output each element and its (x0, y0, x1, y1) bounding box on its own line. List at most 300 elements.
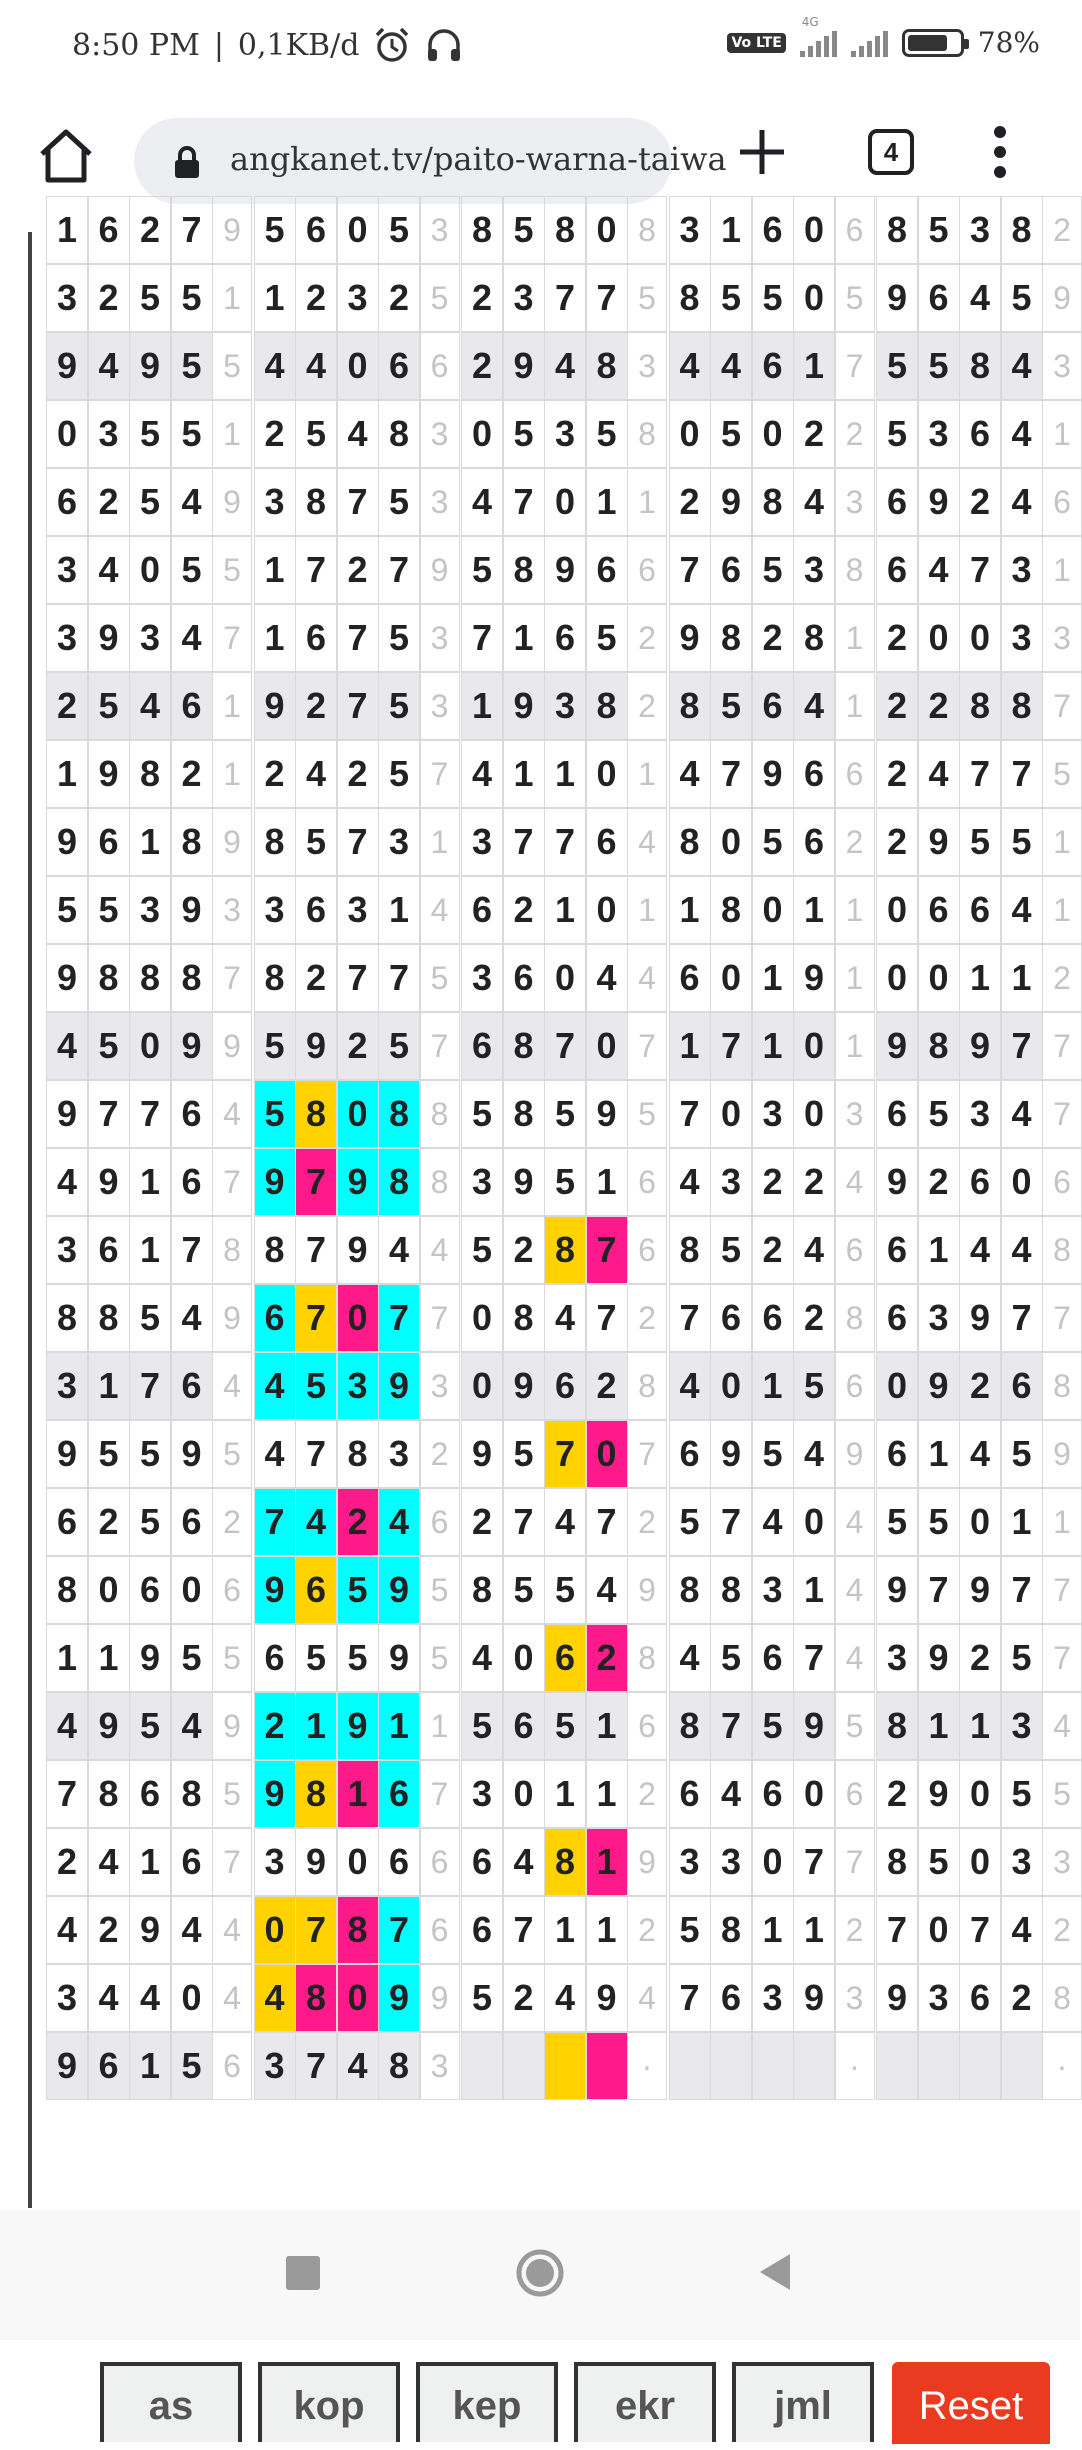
table-cell: 6 (876, 1420, 918, 1488)
table-cell: 3 (752, 1964, 794, 2032)
table-cell: 2 (669, 468, 711, 536)
table-cell: 6 (461, 1012, 503, 1080)
table-separator-cell: 5 (627, 264, 667, 332)
table-cell: 4 (918, 536, 960, 604)
table-cell (710, 2032, 752, 2100)
table-cell: 7 (503, 808, 545, 876)
table-cell: 5 (710, 1216, 752, 1284)
table-cell: 6 (171, 1488, 213, 1556)
table-cell: 2 (88, 264, 130, 332)
table-cell: 8 (295, 1964, 337, 2032)
table-cell: 8 (710, 604, 752, 672)
table-cell: 2 (461, 332, 503, 400)
table-cell: 9 (88, 1148, 130, 1216)
table-cell: 3 (129, 876, 171, 944)
table-cell (461, 2032, 503, 2100)
jml-button[interactable]: jml (732, 2362, 874, 2442)
table-cell: 0 (544, 944, 586, 1012)
table-cell: 4 (378, 1488, 420, 1556)
new-tab-icon[interactable] (734, 124, 790, 180)
table-cell: 9 (710, 468, 752, 536)
table-cell: 5 (1001, 1760, 1043, 1828)
table-cell: 7 (378, 1896, 420, 1964)
table-cell: 1 (918, 1692, 960, 1760)
table-cell: 7 (295, 1148, 337, 1216)
table-cell: 9 (378, 1352, 420, 1420)
table-cell: 3 (254, 2032, 296, 2100)
table-cell: 8 (669, 264, 711, 332)
table-cell: 1 (586, 1148, 628, 1216)
table-cell: 7 (295, 1216, 337, 1284)
table-cell: 0 (461, 400, 503, 468)
ekr-button[interactable]: ekr (574, 2362, 716, 2442)
table-cell: 7 (876, 1896, 918, 1964)
table-cell: 5 (378, 468, 420, 536)
table-cell: 6 (378, 1828, 420, 1896)
table-separator-cell: 5 (420, 264, 460, 332)
table-cell: 3 (1001, 1692, 1043, 1760)
table-cell (959, 2032, 1001, 2100)
table-cell: 9 (918, 468, 960, 536)
table-separator-cell: 6 (420, 332, 460, 400)
table-cell: 0 (959, 604, 1001, 672)
table-separator-cell: 8 (420, 1080, 460, 1148)
table-cell: 5 (88, 672, 130, 740)
table-separator-cell: 1 (835, 944, 875, 1012)
table-separator-cell: 3 (420, 2032, 460, 2100)
filter-button-bar (0, 2362, 1080, 2444)
table-cell: 6 (46, 468, 88, 536)
table-separator-cell: 3 (420, 1352, 460, 1420)
status-separator: | (213, 27, 224, 63)
table-cell: 2 (876, 1760, 918, 1828)
table-cell: 4 (752, 1488, 794, 1556)
table-cell: 3 (337, 264, 379, 332)
address-bar[interactable] (134, 118, 727, 204)
table-cell: 2 (337, 1488, 379, 1556)
table-cell: 0 (793, 196, 835, 264)
table-cell: 6 (959, 400, 1001, 468)
table-separator-cell: 8 (627, 1624, 667, 1692)
reset-button[interactable]: Reset (892, 2362, 1050, 2444)
table-cell: 2 (88, 468, 130, 536)
recents-icon[interactable] (286, 2256, 320, 2290)
table-separator-cell: 8 (1042, 1352, 1082, 1420)
as-button[interactable]: as (100, 2362, 242, 2442)
table-separator-cell: 7 (212, 944, 252, 1012)
table-cell: 6 (586, 808, 628, 876)
table-separator-cell: · (1042, 2032, 1082, 2100)
table-separator-cell: 7 (1042, 1284, 1082, 1352)
table-cell: 2 (461, 264, 503, 332)
table-cell: 1 (46, 196, 88, 264)
table-left-border (28, 232, 32, 2208)
table-cell: 1 (793, 1556, 835, 1624)
kep-button[interactable]: kep (416, 2362, 558, 2442)
back-icon[interactable] (756, 2252, 792, 2292)
table-cell: 8 (1001, 672, 1043, 740)
table-cell: 4 (669, 1148, 711, 1216)
battery-percent: 78% (977, 26, 1040, 59)
table-separator-cell: 3 (835, 1964, 875, 2032)
table-cell: 7 (1001, 1284, 1043, 1352)
table-cell: 4 (88, 1828, 130, 1896)
table-separator-cell: 4 (212, 1964, 252, 2032)
url-text[interactable]: angkanet.tv/paito-warna-taiwa (230, 140, 727, 178)
table-cell: 4 (793, 1216, 835, 1284)
table-cell: 5 (171, 2032, 213, 2100)
table-cell: 4 (669, 1352, 711, 1420)
table-cell: 7 (959, 740, 1001, 808)
table-cell: 6 (295, 604, 337, 672)
table-cell: 0 (793, 1080, 835, 1148)
table-cell: 4 (461, 1624, 503, 1692)
table-cell: 8 (503, 536, 545, 604)
table-cell: 5 (378, 672, 420, 740)
table-separator-cell: 7 (835, 332, 875, 400)
battery-level (908, 35, 947, 51)
table-cell: 7 (586, 1488, 628, 1556)
status-left (72, 26, 463, 64)
table-cell: 6 (793, 808, 835, 876)
table-cell: 8 (378, 400, 420, 468)
table-cell: 7 (295, 2032, 337, 2100)
table-separator-cell: 3 (212, 876, 252, 944)
table-cell: 7 (1001, 1012, 1043, 1080)
table-cell: 2 (254, 1692, 296, 1760)
table-separator-cell: 8 (420, 1148, 460, 1216)
table-separator-cell: 8 (1042, 1964, 1082, 2032)
table-cell: 8 (254, 808, 296, 876)
table-cell: 6 (461, 1896, 503, 1964)
table-cell: 9 (461, 1420, 503, 1488)
table-cell: 5 (544, 1148, 586, 1216)
table-cell: 8 (503, 1012, 545, 1080)
table-cell (752, 2032, 794, 2100)
table-cell: 8 (337, 1896, 379, 1964)
table-cell: 4 (1001, 1896, 1043, 1964)
table-cell: 1 (793, 876, 835, 944)
lock-icon[interactable] (172, 146, 202, 178)
table-separator-cell: 6 (835, 1216, 875, 1284)
table-cell: 6 (918, 264, 960, 332)
kop-button[interactable]: kop (258, 2362, 400, 2442)
table-separator-cell: 2 (835, 808, 875, 876)
table-separator-cell: 7 (1042, 1080, 1082, 1148)
table-cell: 3 (918, 1964, 960, 2032)
table-cell: 8 (669, 1692, 711, 1760)
table-separator-cell: 4 (835, 1488, 875, 1556)
table-cell: 3 (337, 876, 379, 944)
table-cell: 1 (337, 1760, 379, 1828)
table-cell: 8 (544, 1216, 586, 1284)
table-cell: 1 (918, 1216, 960, 1284)
table-cell: 2 (337, 1012, 379, 1080)
table-cell: 0 (959, 1488, 1001, 1556)
status-net-speed: 0,1KB/d (237, 27, 360, 63)
table-separator-cell: 2 (627, 672, 667, 740)
table-cell: 8 (876, 1692, 918, 1760)
table-cell: 8 (46, 1556, 88, 1624)
table-cell: 9 (586, 1080, 628, 1148)
table-cell: 6 (88, 808, 130, 876)
alarm-icon (373, 26, 411, 64)
table-cell: 9 (171, 1420, 213, 1488)
table-cell: 7 (46, 1760, 88, 1828)
table-separator-cell: 2 (627, 1284, 667, 1352)
table-cell: 1 (254, 536, 296, 604)
table-cell: 0 (503, 1624, 545, 1692)
table-cell: 6 (1001, 1352, 1043, 1420)
table-separator-cell: 9 (1042, 264, 1082, 332)
table-separator-cell: · (835, 2032, 875, 2100)
table-separator-cell: 9 (212, 1284, 252, 1352)
table-cell: 0 (918, 944, 960, 1012)
table-cell: 8 (295, 468, 337, 536)
table-separator-cell: 1 (1042, 400, 1082, 468)
table-cell: 8 (876, 196, 918, 264)
table-cell: 3 (337, 1352, 379, 1420)
table-cell: 5 (876, 332, 918, 400)
table-cell: 3 (669, 196, 711, 264)
table-separator-cell: 2 (420, 1420, 460, 1488)
table-separator-cell: 8 (627, 400, 667, 468)
table-cell: 4 (254, 1352, 296, 1420)
table-cell: 4 (1001, 400, 1043, 468)
table-cell: 7 (378, 536, 420, 604)
table-cell: 0 (461, 1284, 503, 1352)
table-cell: 7 (710, 1692, 752, 1760)
table-cell: 6 (918, 876, 960, 944)
table-cell: 0 (171, 1964, 213, 2032)
table-cell: 7 (337, 604, 379, 672)
table-separator-cell: 9 (1042, 1420, 1082, 1488)
table-cell: 8 (88, 1284, 130, 1352)
table-cell: 0 (876, 1352, 918, 1420)
table-cell: 9 (586, 1964, 628, 2032)
table-cell: 5 (669, 1488, 711, 1556)
table-cell: 5 (1001, 1420, 1043, 1488)
table-separator-cell: 1 (835, 1012, 875, 1080)
table-cell: 0 (586, 876, 628, 944)
table-cell: 6 (752, 1760, 794, 1828)
table-cell: 5 (295, 1624, 337, 1692)
table-cell: 4 (544, 1488, 586, 1556)
table-separator-cell: 5 (420, 1556, 460, 1624)
table-cell: 4 (461, 468, 503, 536)
table-cell: 8 (876, 1828, 918, 1896)
table-cell: 0 (88, 1556, 130, 1624)
table-cell: 5 (752, 1692, 794, 1760)
table-cell: 7 (793, 1624, 835, 1692)
table-cell: 1 (544, 1896, 586, 1964)
table-cell: 4 (295, 1488, 337, 1556)
table-separator-cell: 4 (835, 1148, 875, 1216)
table-cell: 3 (46, 604, 88, 672)
table-separator-cell: 5 (1042, 740, 1082, 808)
table-cell: 9 (918, 1352, 960, 1420)
table-cell: 9 (337, 1148, 379, 1216)
table-cell: 4 (171, 1896, 213, 1964)
table-cell: 5 (918, 1828, 960, 1896)
table-cell: 2 (959, 468, 1001, 536)
table-separator-cell: 9 (627, 1556, 667, 1624)
table-cell: 5 (544, 1080, 586, 1148)
table-cell: 8 (129, 944, 171, 1012)
table-cell: 7 (959, 1896, 1001, 1964)
table-cell: 7 (461, 604, 503, 672)
table-separator-cell: 1 (627, 740, 667, 808)
table-cell: 3 (46, 264, 88, 332)
table-cell: 4 (710, 1760, 752, 1828)
battery-icon (902, 29, 964, 57)
table-cell: 5 (129, 1692, 171, 1760)
table-cell: 4 (918, 740, 960, 808)
table-cell: 8 (461, 196, 503, 264)
table-cell: 6 (959, 1964, 1001, 2032)
table-cell: 7 (337, 944, 379, 1012)
table-cell: 6 (752, 1284, 794, 1352)
table-separator-cell: 6 (627, 1216, 667, 1284)
table-cell: 3 (461, 1760, 503, 1828)
table-cell: 7 (669, 536, 711, 604)
tab-switcher-button[interactable]: 4 (868, 129, 914, 175)
table-separator-cell: 7 (1042, 1012, 1082, 1080)
table-cell: 8 (461, 1556, 503, 1624)
table-cell: 8 (171, 1760, 213, 1828)
table-cell: 4 (793, 1420, 835, 1488)
table-separator-cell: 1 (420, 808, 460, 876)
table-separator-cell: 7 (212, 1148, 252, 1216)
table-separator-cell: 9 (212, 808, 252, 876)
table-cell: 6 (544, 1624, 586, 1692)
home-nav-icon[interactable] (515, 2248, 565, 2298)
table-cell: 6 (876, 536, 918, 604)
table-cell: 0 (752, 400, 794, 468)
table-cell: 9 (254, 1760, 296, 1828)
table-cell: 6 (544, 1352, 586, 1420)
table-separator-cell: 4 (420, 876, 460, 944)
table-cell: 9 (46, 808, 88, 876)
table-cell: 4 (544, 1964, 586, 2032)
table-cell: 7 (337, 672, 379, 740)
table-separator-cell: 3 (420, 468, 460, 536)
table-separator-cell: 3 (627, 332, 667, 400)
table-cell: 0 (586, 1420, 628, 1488)
table-cell: 3 (544, 400, 586, 468)
table-cell: 3 (46, 1964, 88, 2032)
table-cell: 5 (586, 400, 628, 468)
table-cell: 5 (378, 1012, 420, 1080)
table-separator-cell: 4 (420, 1216, 460, 1284)
table-cell: 7 (295, 1896, 337, 1964)
table-cell: 2 (46, 672, 88, 740)
table-cell: 4 (171, 468, 213, 536)
table-cell: 5 (461, 1964, 503, 2032)
table-separator-cell: 3 (420, 604, 460, 672)
table-separator-cell: 9 (212, 1012, 252, 1080)
table-cell: 8 (378, 2032, 420, 2100)
table-cell: 5 (171, 536, 213, 604)
table-cell: 1 (669, 1012, 711, 1080)
table-cell: 5 (752, 264, 794, 332)
table-cell: 6 (461, 876, 503, 944)
table-cell: 5 (129, 400, 171, 468)
table-cell: 6 (752, 672, 794, 740)
table-cell: 5 (171, 264, 213, 332)
table-separator-cell: 3 (835, 468, 875, 536)
table-cell: 7 (669, 1080, 711, 1148)
table-cell: 8 (959, 332, 1001, 400)
table-cell: 0 (959, 1760, 1001, 1828)
table-cell: 8 (88, 1760, 130, 1828)
table-cell: 7 (171, 1216, 213, 1284)
table-cell: 9 (710, 1420, 752, 1488)
table-cell: 8 (586, 672, 628, 740)
table-cell: 7 (378, 944, 420, 1012)
table-cell: 6 (959, 876, 1001, 944)
table-cell: 9 (254, 1556, 296, 1624)
table-cell: 6 (171, 1352, 213, 1420)
table-cell: 9 (337, 1692, 379, 1760)
table-cell: 3 (544, 672, 586, 740)
table-cell: 3 (254, 468, 296, 536)
table-cell: 6 (171, 1828, 213, 1896)
table-separator-cell: 2 (627, 604, 667, 672)
table-cell: 8 (793, 604, 835, 672)
table-separator-cell: 8 (835, 1284, 875, 1352)
table-cell: 0 (171, 1556, 213, 1624)
table-cell: 8 (46, 1284, 88, 1352)
table-separator-cell: 8 (212, 1216, 252, 1284)
table-cell: 0 (710, 1352, 752, 1420)
table-separator-cell: 7 (420, 740, 460, 808)
table-cell: 1 (752, 944, 794, 1012)
table-cell: 5 (710, 672, 752, 740)
table-cell: 5 (378, 604, 420, 672)
more-menu-icon[interactable] (986, 126, 1014, 182)
table-cell: 2 (88, 1488, 130, 1556)
table-cell: 5 (544, 1556, 586, 1624)
table-cell: 0 (337, 1828, 379, 1896)
table-cell: 7 (586, 1284, 628, 1352)
table-cell: 7 (1001, 1556, 1043, 1624)
table-cell: 1 (752, 1896, 794, 1964)
table-cell: 7 (171, 196, 213, 264)
table-cell: 4 (46, 1896, 88, 1964)
table-cell: 5 (918, 1488, 960, 1556)
table-cell: 6 (254, 1624, 296, 1692)
home-icon[interactable] (34, 124, 98, 188)
table-cell: 4 (959, 264, 1001, 332)
table-separator-cell: 2 (1042, 944, 1082, 1012)
table-cell: 9 (171, 1012, 213, 1080)
table-cell: 5 (793, 1352, 835, 1420)
table-cell: 9 (503, 1148, 545, 1216)
table-cell: 0 (876, 876, 918, 944)
table-separator-cell: 3 (1042, 332, 1082, 400)
table-cell: 4 (959, 1420, 1001, 1488)
table-cell: 8 (959, 672, 1001, 740)
table-cell: 9 (46, 332, 88, 400)
table-separator-cell: 2 (212, 1488, 252, 1556)
table-cell: 4 (793, 672, 835, 740)
table-cell: 1 (1001, 944, 1043, 1012)
table-cell: 4 (46, 1692, 88, 1760)
table-separator-cell: 1 (627, 468, 667, 536)
table-separator-cell: 3 (420, 672, 460, 740)
table-separator-cell: 7 (1042, 1556, 1082, 1624)
